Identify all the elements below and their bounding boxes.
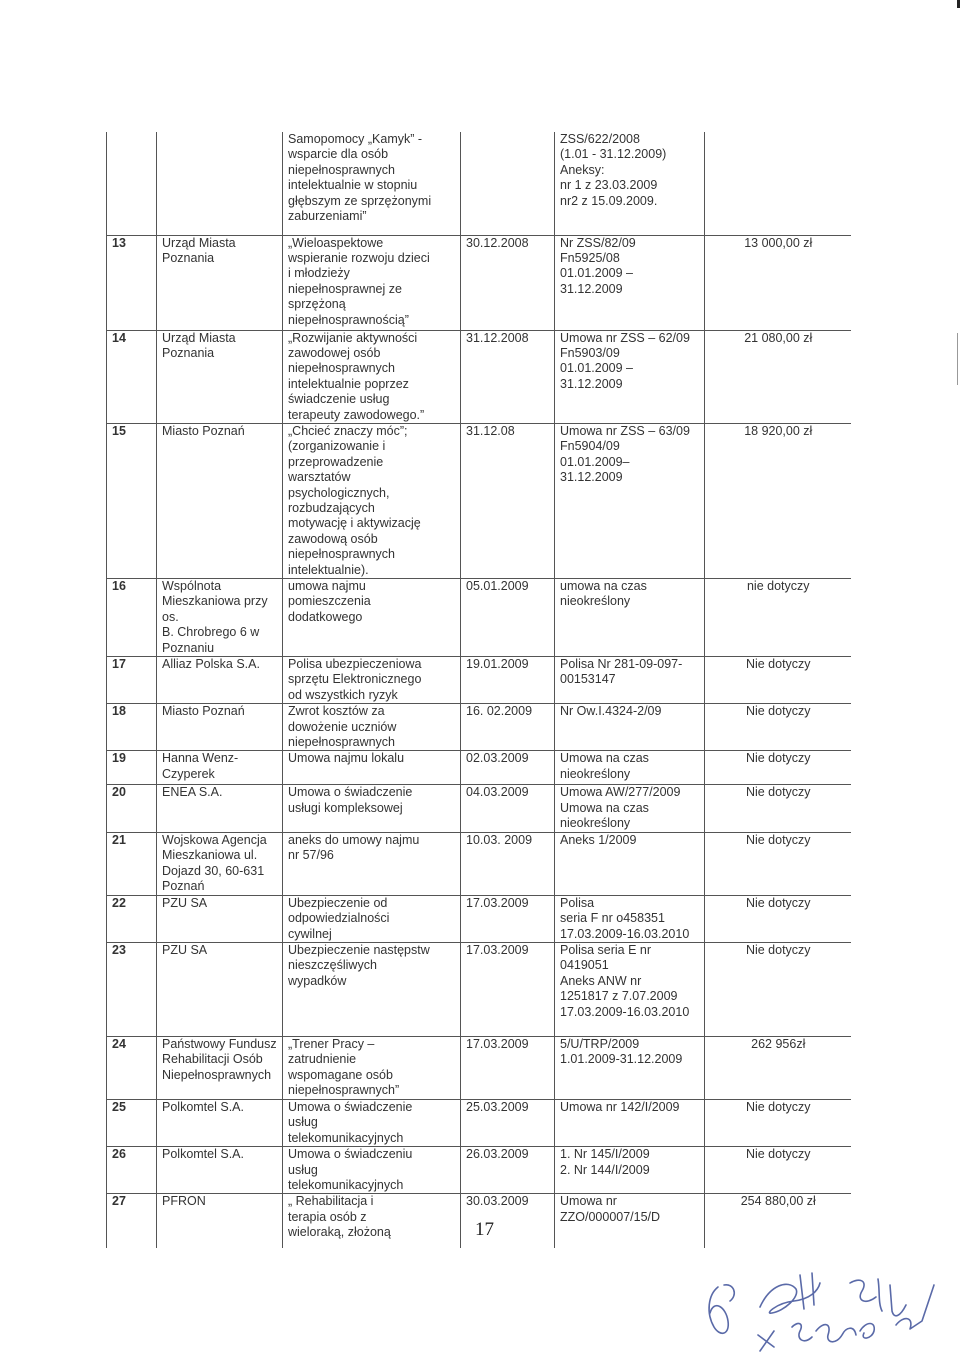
contracting-party-line: Poznań [162, 878, 205, 893]
contract-subject-line: pomieszczenia [288, 594, 371, 609]
contract-subject-line: usług [288, 1162, 318, 1177]
table-row [107, 704, 851, 751]
contract-reference-cell [555, 235, 705, 330]
table-row [107, 751, 851, 785]
contract-subject-line: usług [288, 1115, 318, 1130]
contract-date: 17.03.2009 [466, 895, 529, 910]
contracting-party-line: Mieszkaniowa przy os. [162, 594, 268, 624]
contract-amount-cell [705, 1194, 851, 1248]
contract-subject-line: nr 57/96 [288, 848, 334, 863]
row-number-cell [107, 942, 157, 1036]
contract-subject-line: wspieranie rozwoju dzieci [288, 250, 430, 265]
contract-reference-line: ZSS/622/2008 [560, 132, 640, 146]
contract-subject-line: warsztatów [288, 470, 351, 485]
contract-reference-line: Polisa seria E nr [560, 942, 652, 957]
contract-subject-cell [283, 423, 461, 578]
row-number-cell [107, 1147, 157, 1194]
contract-reference-line: Aneks ANW nr [560, 973, 642, 988]
contract-amount-cell [705, 235, 851, 330]
contracting-party-cell [157, 330, 283, 423]
contract-subject-line: Polisa ubezpieczeniowa [288, 657, 422, 672]
contract-subject-line: niepełnosprawnych [288, 361, 396, 376]
row-number-cell [107, 1036, 157, 1099]
contracting-party-line: PZU SA [162, 895, 208, 910]
contract-date: 16. 02.2009 [466, 704, 533, 719]
contract-date-cell [461, 1036, 555, 1099]
contract-subject-line: telekomunikacyjnych [288, 1130, 404, 1145]
contracting-party-line: Niepełnosprawnych [162, 1067, 272, 1082]
contract-subject-line: „Wieloaspektowe [288, 235, 384, 250]
contracting-party-line: Państwowy Fundusz [162, 1036, 277, 1051]
contract-subject-line: zaburzeniami” [288, 209, 367, 224]
contract-date-cell [461, 751, 555, 785]
row-number-cell [107, 704, 157, 751]
row-number: 23 [112, 942, 126, 957]
contract-reference-line: (1.01 - 31.12.2009) [560, 147, 667, 162]
contract-date: 30.12.2008 [466, 235, 529, 250]
contracting-party-line: Miasto Poznań [162, 423, 245, 438]
contract-reference-cell [555, 785, 705, 832]
contract-subject-line: terapeuty zawodowego.” [288, 407, 425, 422]
contracting-party-line: Dojazd 30, 60-631 [162, 863, 265, 878]
contract-reference-line: Nr Ow.I.4324-2/09 [560, 704, 662, 719]
contracting-party-cell [157, 1147, 283, 1194]
table-row [107, 579, 851, 657]
contracting-party-cell [157, 1194, 283, 1248]
contracting-party-cell [157, 235, 283, 330]
contract-subject-line: Zwrot kosztów za [288, 704, 385, 719]
contract-reference-line: 01.01.2009– [560, 454, 630, 469]
contract-date: 02.03.2009 [466, 751, 529, 766]
contract-subject-line: zawodową osób [288, 531, 378, 546]
contract-date-cell [461, 330, 555, 423]
row-number: 16 [112, 579, 126, 593]
contract-reference-line: Polisa Nr 281-09-097- [560, 657, 683, 672]
contract-reference-line: Nr ZSS/82/09 [560, 235, 636, 250]
contracting-party-line: Polkomtel S.A. [162, 1099, 244, 1114]
table-row [107, 132, 851, 235]
contracting-party-cell [157, 423, 283, 578]
row-number-cell [107, 657, 157, 704]
row-number-cell [107, 235, 157, 330]
contract-subject-cell [283, 132, 461, 235]
contract-reference-line: Polisa [560, 895, 595, 910]
contracting-party-cell [157, 751, 283, 785]
contract-reference-line: nieokreślony [560, 766, 631, 781]
contract-subject-cell [283, 1147, 461, 1194]
contract-subject-line: Ubezpieczenie od [288, 895, 388, 910]
contract-reference-line: Fn5904/09 [560, 439, 620, 454]
row-number: 27 [112, 1194, 126, 1209]
contract-date: 31.12.2008 [466, 330, 529, 345]
contracting-party-line: Mieszkaniowa ul. [162, 848, 258, 863]
contract-date: 10.03. 2009 [466, 832, 533, 847]
contract-reference-line: Fn5925/08 [560, 250, 620, 265]
contract-date: 17.03.2009 [466, 942, 529, 957]
contract-subject-line: cywilnej [288, 926, 332, 941]
contract-amount-cell [705, 1036, 851, 1099]
contract-subject-line: Umowa o świadczenie [288, 785, 413, 800]
contract-subject-line: Umowa o świadczeniu [288, 1147, 413, 1162]
contract-subject-line: Samopomocy „Kamyk” - [288, 132, 423, 146]
row-number: 22 [112, 895, 126, 910]
contract-reference-line: 2. Nr 144/I/2009 [560, 1162, 650, 1177]
contract-subject-line: Ubezpieczenie następstw [288, 942, 430, 957]
contract-date-cell [461, 895, 555, 942]
contracting-party-line: Wojskowa Agencja [162, 832, 267, 847]
contract-amount: nie dotyczy [746, 579, 810, 593]
row-number: 25 [112, 1099, 126, 1114]
contract-subject-cell [283, 704, 461, 751]
contract-reference-line: seria F nr o458351 [560, 911, 665, 926]
contract-amount: 18 920,00 zł [744, 423, 813, 438]
contract-subject-line: psychologicznych, [288, 485, 390, 500]
table-row [107, 1099, 851, 1146]
contract-reference-line: nieokreślony [560, 816, 631, 831]
contract-reference-line: 1.01.2009-31.12.2009 [560, 1052, 683, 1067]
row-number-cell [107, 132, 157, 235]
contract-amount-cell [705, 751, 851, 785]
contracting-party-line: Rehabilitacji Osób [162, 1052, 263, 1067]
contract-reference-line: 1251817 z 7.07.2009 [560, 989, 678, 1004]
contract-amount-cell [705, 330, 851, 423]
contracting-party-line: Alliaz Polska S.A. [162, 657, 260, 672]
contract-reference-line: 01.01.2009 – [560, 361, 633, 376]
contract-subject-line: terapia osób z [288, 1209, 367, 1224]
row-number-cell [107, 1099, 157, 1146]
contracting-party-line: PFRON [162, 1194, 206, 1209]
contracts-table-body [107, 132, 851, 1248]
contract-subject-line: wsparcie dla osób [288, 147, 389, 162]
contract-subject-line: sprzętu Elektronicznego [288, 672, 422, 687]
contract-reference-cell [555, 895, 705, 942]
contract-reference-line: Umowa na czas [560, 800, 649, 815]
row-number-cell [107, 832, 157, 895]
contract-reference-cell [555, 1036, 705, 1099]
handwritten-signatures [700, 1265, 950, 1355]
contract-subject-cell [283, 942, 461, 1036]
contract-reference-line: Aneks 1/2009 [560, 832, 637, 847]
row-number: 19 [112, 751, 126, 766]
contract-date-cell [461, 132, 555, 235]
row-number-cell [107, 423, 157, 578]
table-row [107, 1147, 851, 1194]
contract-subject-line: zawodowej osób [288, 345, 381, 360]
contract-date-cell [461, 832, 555, 895]
contract-amount-cell [705, 423, 851, 578]
row-number: 21 [112, 832, 126, 847]
contract-amount: Nie dotyczy [745, 785, 811, 800]
contract-reference-cell [555, 1194, 705, 1248]
table-row [107, 330, 851, 423]
contract-date-cell [461, 1099, 555, 1146]
contract-subject-cell [283, 330, 461, 423]
contract-subject-line: wspomagane osób [288, 1067, 393, 1082]
row-number: 18 [112, 704, 126, 719]
contract-reference-line: 17.03.2009-16.03.2010 [560, 926, 690, 941]
table-row [107, 785, 851, 832]
contract-reference-cell [555, 832, 705, 895]
contract-subject-line: „Rozwijanie aktywności [288, 330, 418, 345]
contract-amount: 262 956zł [751, 1036, 806, 1051]
contract-reference-line: Umowa AW/277/2009 [560, 785, 681, 800]
contract-subject-line: i młodzieży [288, 266, 350, 281]
contract-subject-cell [283, 1099, 461, 1146]
contract-reference-line: 17.03.2009-16.03.2010 [560, 1004, 690, 1019]
contract-subject-cell [283, 657, 461, 704]
contract-subject-line: od wszystkich ryzyk [288, 687, 398, 702]
contract-subject-line: „ Rehabilitacja i [288, 1194, 374, 1209]
contracting-party-cell [157, 832, 283, 895]
contract-amount: Nie dotyczy [745, 751, 811, 766]
contract-subject-cell [283, 785, 461, 832]
table-row [107, 235, 851, 330]
row-number: 17 [112, 657, 126, 672]
contract-subject-line: niepełnosprawnych” [288, 1083, 400, 1098]
contract-reference-line: Umowa nr ZSS – 62/09 [560, 330, 690, 345]
contract-subject-cell [283, 1194, 461, 1248]
contract-reference-line: nr2 z 15.09.2009. [560, 193, 658, 208]
contract-reference-line: Umowa nr [560, 1194, 617, 1209]
contract-amount-cell [705, 579, 851, 657]
contract-amount-cell [705, 895, 851, 942]
contract-subject-line: „Chcieć znaczy móc”; [288, 423, 408, 438]
contract-amount: Nie dotyczy [745, 942, 811, 957]
contract-subject-cell [283, 1036, 461, 1099]
contract-date-cell [461, 785, 555, 832]
contracting-party-cell [157, 579, 283, 657]
contracting-party-line: Wspólnota [162, 579, 222, 593]
contract-subject-line: świadczenie usług [288, 392, 390, 407]
contract-date: 19.01.2009 [466, 657, 529, 672]
page-number: 17 [475, 1219, 494, 1240]
contract-reference-line: 01.01.2009 – [560, 266, 633, 281]
contract-reference-line: ZZO/000007/15/D [560, 1209, 661, 1224]
contract-date-cell [461, 1147, 555, 1194]
contract-subject-cell [283, 235, 461, 330]
contract-subject-line: umowa najmu [288, 579, 366, 593]
row-number-cell [107, 751, 157, 785]
row-number: 14 [112, 330, 126, 345]
row-number: 24 [112, 1036, 126, 1051]
contract-subject-line: wypadków [288, 973, 347, 988]
contract-date-cell [461, 942, 555, 1036]
contract-reference-line: 5/U/TRP/2009 [560, 1036, 640, 1051]
contract-reference-line: Aneksy: [560, 162, 605, 177]
contract-amount: Nie dotyczy [745, 704, 811, 719]
contract-date: 25.03.2009 [466, 1099, 529, 1114]
contract-subject-line: Umowa o świadczenie [288, 1099, 413, 1114]
contract-reference-cell [555, 1147, 705, 1194]
contracting-party-cell [157, 895, 283, 942]
contract-reference-line: 1. Nr 145/I/2009 [560, 1147, 650, 1162]
contract-subject-line: niepełnosprawnej ze [288, 281, 402, 296]
contract-subject-line: motywację i aktywizację [288, 516, 421, 531]
contract-subject-line: usługi kompleksowej [288, 800, 403, 815]
contract-date: 31.12.08 [466, 423, 515, 438]
contracting-party-line: PZU SA [162, 942, 208, 957]
contract-date: 17.03.2009 [466, 1036, 529, 1051]
contract-subject-line: sprzężoną [288, 297, 346, 312]
row-number-cell [107, 895, 157, 942]
contract-subject-cell [283, 751, 461, 785]
contracting-party-line: Polkomtel S.A. [162, 1147, 244, 1162]
contract-reference-line: 0419051 [560, 958, 609, 973]
contract-subject-line: wieloraką, złożoną [288, 1225, 391, 1240]
row-number-cell [107, 330, 157, 423]
contract-subject-line: niepełnosprawnych [288, 547, 396, 562]
contract-reference-line: 31.12.2009 [560, 376, 623, 391]
contract-subject-line: przeprowadzenie [288, 454, 384, 469]
contract-subject-line: Umowa najmu lokalu [288, 751, 405, 766]
contracting-party-line: Miasto Poznań [162, 704, 245, 719]
row-number: 20 [112, 785, 126, 800]
table-row [107, 1036, 851, 1099]
contract-reference-cell [555, 657, 705, 704]
contract-amount-cell [705, 1147, 851, 1194]
scan-edge-mark [957, 333, 958, 385]
table-row [107, 423, 851, 578]
contract-amount: 21 080,00 zł [744, 330, 813, 345]
contracting-party-cell [157, 657, 283, 704]
contract-date: 26.03.2009 [466, 1147, 529, 1162]
row-number: 13 [112, 235, 126, 250]
contract-amount: 13 000,00 zł [744, 235, 813, 250]
row-number: 26 [112, 1147, 126, 1162]
contract-amount-cell [705, 832, 851, 895]
contract-date-cell [461, 235, 555, 330]
contracting-party-line: Urząd Miasta Poznania [162, 330, 236, 360]
contract-subject-line: odpowiedzialności [288, 911, 390, 926]
contract-reference-line: 00153147 [560, 672, 616, 687]
contract-subject-line: zatrudnienie [288, 1052, 357, 1067]
contract-subject-line: głębszym ze sprzężonymi [288, 193, 432, 208]
contract-reference-cell [555, 423, 705, 578]
contract-amount: Nie dotyczy [745, 657, 811, 672]
contract-subject-line: dodatkowego [288, 609, 363, 624]
contract-subject-cell [283, 579, 461, 657]
contract-reference-cell [555, 330, 705, 423]
contract-reference-line: Umowa nr 142/I/2009 [560, 1099, 680, 1114]
contract-reference-line: 31.12.2009 [560, 281, 623, 296]
contracting-party-cell [157, 704, 283, 751]
contract-date-cell [461, 423, 555, 578]
contract-amount-cell [705, 704, 851, 751]
contract-subject-cell [283, 895, 461, 942]
contract-subject-cell [283, 832, 461, 895]
contract-subject-line: intelektualnie poprzez [288, 376, 409, 391]
contract-subject-line: niepełnosprawnych [288, 162, 396, 177]
row-number-cell [107, 1194, 157, 1248]
contract-subject-line: telekomunikacyjnych [288, 1177, 404, 1192]
contract-date-cell [461, 657, 555, 704]
contract-reference-cell [555, 1099, 705, 1146]
contract-reference-line: Umowa nr ZSS – 63/09 [560, 423, 690, 438]
contract-date: 05.01.2009 [466, 579, 529, 593]
contract-reference-cell [555, 942, 705, 1036]
contract-reference-line: nieokreślony [560, 594, 631, 609]
table-row [107, 895, 851, 942]
contract-subject-line: niepełnosprawnych [288, 735, 396, 750]
contract-reference-cell [555, 751, 705, 785]
contract-subject-line: „Trener Pracy – [288, 1036, 375, 1051]
contract-reference-line: 31.12.2009 [560, 470, 623, 485]
contracting-party-cell [157, 942, 283, 1036]
contract-amount: Nie dotyczy [745, 1099, 811, 1114]
contract-reference-line: nr 1 z 23.03.2009 [560, 178, 658, 193]
contracting-party-line: B. Chrobrego 6 w [162, 625, 260, 640]
contract-amount: Nie dotyczy [745, 895, 811, 910]
table-row [107, 832, 851, 895]
contract-reference-line: Umowa na czas [560, 751, 649, 766]
row-number-cell [107, 579, 157, 657]
contracting-party-cell [157, 132, 283, 235]
table-row [107, 657, 851, 704]
contract-subject-line: aneks do umowy najmu [288, 832, 420, 847]
contract-amount-cell [705, 942, 851, 1036]
row-number: 15 [112, 423, 126, 438]
contract-amount: Nie dotyczy [745, 832, 811, 847]
contracting-party-line: Hanna Wenz-Czyperek [162, 751, 239, 781]
contracting-party-line: ENEA S.A. [162, 785, 223, 800]
contracting-party-cell [157, 785, 283, 832]
contract-reference-line: Fn5903/09 [560, 345, 620, 360]
contract-amount-cell [705, 132, 851, 235]
contract-date-cell [461, 579, 555, 657]
contracting-party-line: Urząd Miasta Poznania [162, 235, 236, 265]
contract-subject-line: rozbudzających [288, 500, 375, 515]
contract-amount: Nie dotyczy [745, 1147, 811, 1162]
contracting-party-cell [157, 1099, 283, 1146]
contract-subject-line: nieszczęśliwych [288, 958, 377, 973]
contract-date: 30.03.2009 [466, 1194, 529, 1209]
contract-amount-cell [705, 657, 851, 704]
contract-subject-line: niepełnosprawnością” [288, 312, 409, 327]
contract-reference-cell [555, 132, 705, 235]
table-row [107, 942, 851, 1036]
contract-subject-line: dowożenie uczniów [288, 719, 397, 734]
contract-amount-cell [705, 1099, 851, 1146]
contract-amount-cell [705, 785, 851, 832]
contracting-party-cell [157, 1036, 283, 1099]
contract-subject-line: (zorganizowanie i [288, 439, 386, 454]
contract-reference-cell [555, 704, 705, 751]
contract-reference-line: umowa na czas [560, 579, 647, 593]
row-number-cell [107, 785, 157, 832]
contract-date: 04.03.2009 [466, 785, 529, 800]
contracting-party-line: Poznaniu [162, 640, 215, 655]
contract-reference-cell [555, 579, 705, 657]
contract-amount: 254 880,00 zł [740, 1194, 816, 1209]
contracts-table [106, 132, 851, 1248]
contract-subject-line: intelektualnie). [288, 562, 369, 577]
contract-date-cell [461, 704, 555, 751]
contract-subject-line: intelektualnie w stopniu [288, 178, 418, 193]
